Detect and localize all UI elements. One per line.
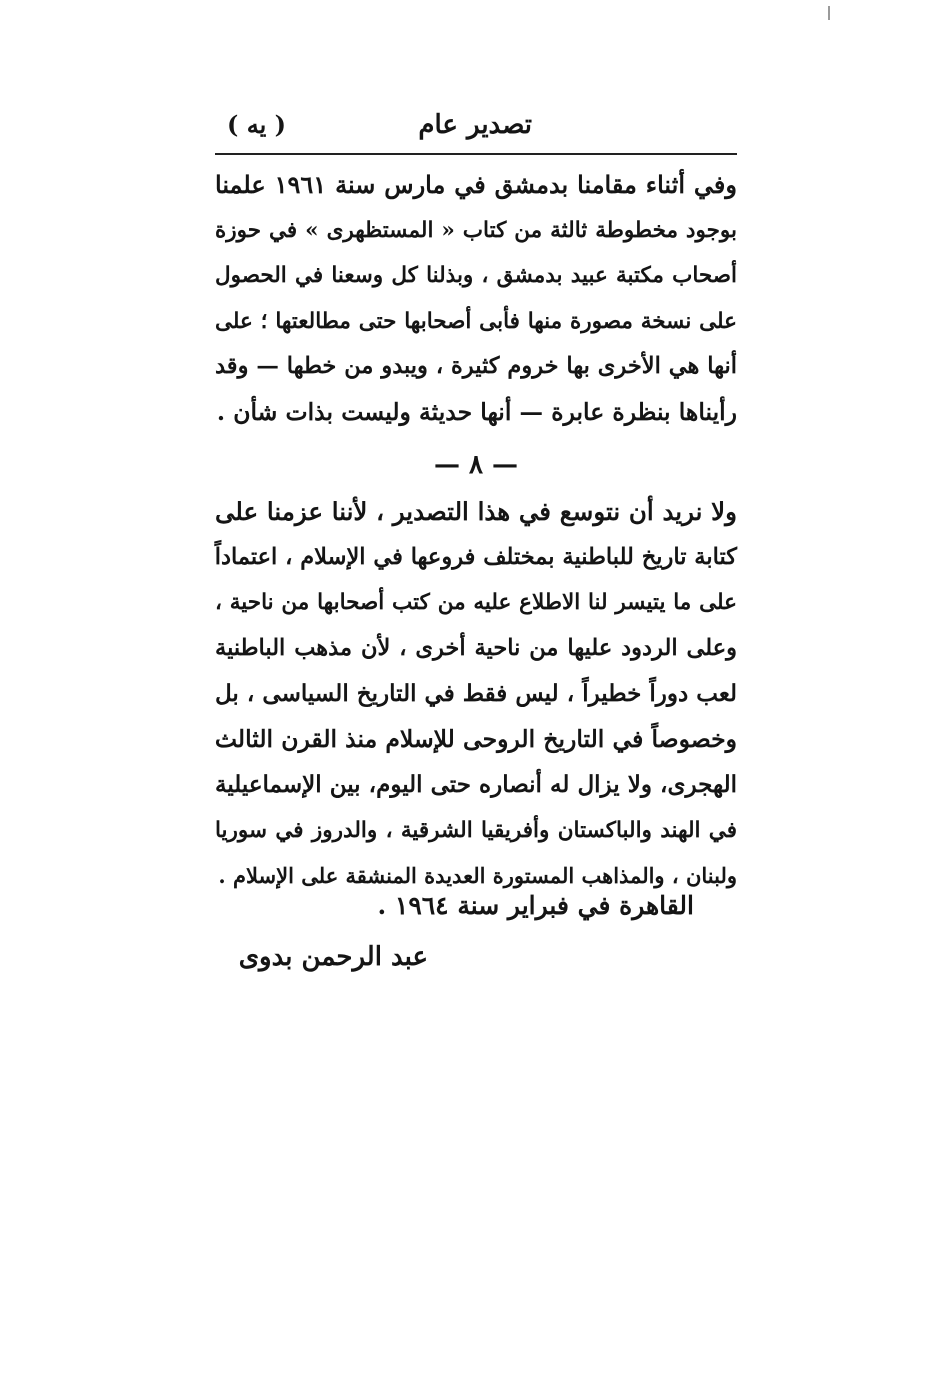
running-head: تصدير عام	[418, 110, 532, 140]
text-line: أصحاب مكتبة عبيد بدمشق ، وبذلنا كل وسعنا في الحصول	[215, 263, 737, 288]
text-line: ولا نريد أن نتوسع في هذا التصدير ، لأننا عزمنا على	[215, 497, 737, 526]
text-line: على نسخة مصورة منها فأبى أصحابها حتى مطالعتها ؛ على	[215, 308, 737, 334]
text-line: كتابة تاريخ للباطنية بمختلف فروعها في الإسلام ، اعتماداً	[214, 543, 737, 570]
text-line: وخصوصاً في التاريخ الروحى للإسلام منذ القرن الثالث	[214, 724, 737, 753]
scan-mark	[828, 6, 830, 20]
text-line: في الهند والباكستان وأفريقيا الشرقية ، والدروز في سوريا	[215, 817, 737, 843]
page-header	[215, 110, 737, 150]
author-signature: عبد الرحمن بدوى	[238, 942, 428, 972]
paragraph-1	[215, 162, 737, 435]
text-line: وفي أثناء مقامنا بدمشق في مارس سنة ١٩٦١ علمنا	[215, 170, 737, 199]
text-line: أنها هي الأخرى بها خروم كثيرة ، ويبدو من خطها — وقد	[215, 353, 737, 379]
text-line: على ما يتيسر لنا الاطلاع عليه من كتب أصحابها من ناحية ،	[215, 590, 737, 615]
place-date: القاهرة في فبراير سنة ١٩٦٤ .	[377, 891, 694, 920]
text-line: وعلى الردود عليها من ناحية أخرى ، لأن مذهب الباطنية	[215, 634, 737, 661]
text-line: ولبنان ، والمذاهب المستورة العديدة المنشقة على الإسلام .	[218, 863, 737, 888]
page-number: ( يه )	[227, 110, 286, 139]
text-line: الهجرى، ولا يزال له أنصاره حتى اليوم، بين الإسماعيلية	[215, 771, 737, 798]
text-line: لعب دوراً خطيراً ، ليس فقط في التاريخ السياسى ، بل	[215, 680, 737, 707]
text-line: بوجود مخطوطة ثالثة من كتاب « المستظهرى » في حوزة	[215, 217, 737, 243]
header-rule	[215, 153, 737, 155]
section-number: — ٨ —	[433, 450, 519, 480]
paragraph-2	[215, 489, 737, 899]
text-line: رأيناها بنظرة عابرة — أنها حديثة وليست بذات شأن .	[216, 397, 737, 426]
